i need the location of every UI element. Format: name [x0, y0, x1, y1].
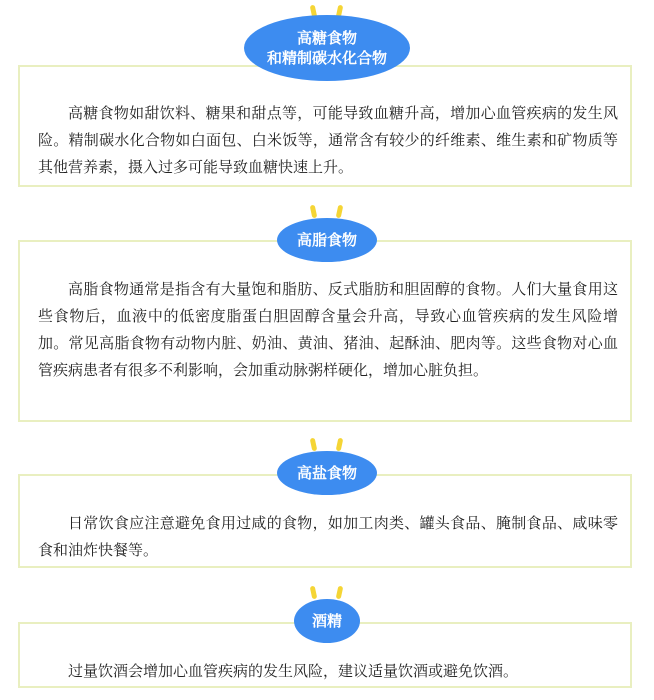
section-text: 过量饮酒会增加心血管疾病的发生风险，建议适量饮酒或避免饮酒。	[68, 662, 519, 680]
section-title-line: 高盐食物	[296, 464, 357, 482]
section-title-line: 高糖食物	[296, 29, 357, 47]
section-text: 高脂食物通常是指含有大量饱和脂肪、反式脂肪和胆固醇的食物。人们大量食用这些食物后，血液中的低密度脂蛋白胆固醇含量会升高，导致心血管疾病的发生风险增加。常见高脂食物有动物内脏、奶油、黄油、猪油、起酥油、肥肉等。这些食物对心血管疾病患者有很多不利影响，会加重动脉粥样硬化，增加心脏负担。	[38, 280, 618, 379]
section-title-line: 酒精	[311, 612, 342, 630]
decorative-tick-icon	[310, 586, 318, 600]
decorative-tick-icon	[336, 205, 344, 219]
section-text: 高糖食物如甜饮料、糖果和甜点等，可能导致血糖升高，增加心血管疾病的发生风险。精制碳水化合物如白面包、白米饭等，通常含有较少的纤维素、维生素和矿物质等其他营养素，摄入过多可能导致血糖快速上升。	[38, 104, 618, 176]
section-title-badge	[294, 599, 360, 643]
decorative-tick-icon	[310, 205, 318, 219]
section-title-badge	[244, 15, 410, 81]
section-card-high-fat	[18, 240, 632, 422]
section-title-line: 和精制碳水化合物	[266, 49, 387, 67]
section-text: 日常饮食应注意避免食用过咸的食物，如加工肉类、罐头食品、腌制食品、咸味零食和油炸快餐等。	[38, 514, 618, 559]
decorative-tick-icon	[336, 586, 344, 600]
section-title-badge	[277, 451, 377, 495]
section-card-high-sugar	[18, 65, 632, 187]
section-title-line: 高脂食物	[296, 231, 357, 249]
decorative-tick-icon	[336, 438, 344, 452]
decorative-tick-icon	[310, 438, 318, 452]
section-title-badge	[277, 218, 377, 262]
